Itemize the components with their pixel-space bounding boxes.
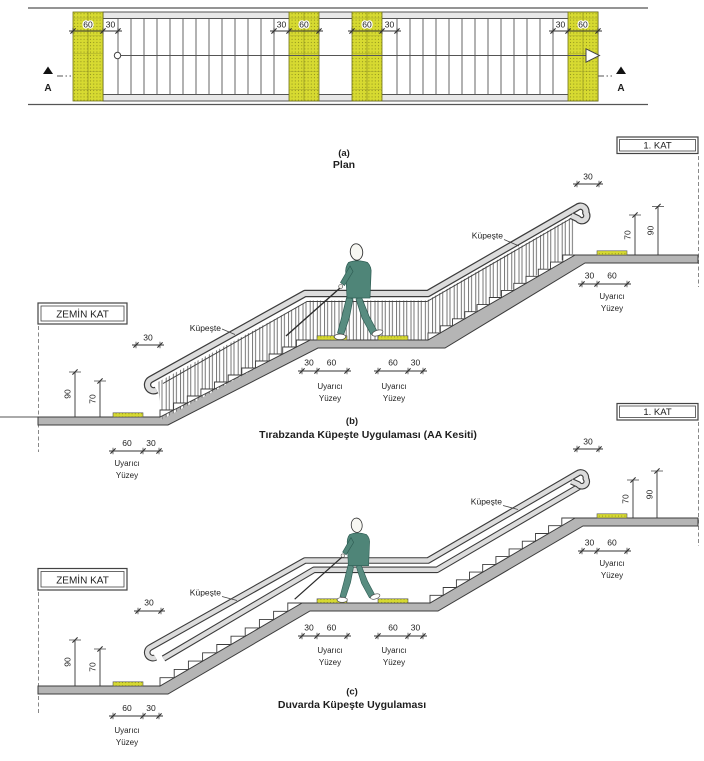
dim-label: 30 [276,19,287,30]
dim-label: 60 [122,703,132,713]
plan-caption-letter: (a) [338,148,350,159]
person-hand [339,285,343,289]
dim-label: 90 [62,389,73,399]
handrail-callout-1 [190,588,237,601]
warning-surface-landing-right [378,599,408,603]
handrail-label: Küpeşte [471,230,503,241]
warning-label: Uyarıcı [599,292,625,301]
dim-label: 60 [607,270,617,281]
warning-caption-ground [114,726,139,747]
dim-label: 30 [384,19,395,30]
dim-landing-left [298,368,351,374]
handrail-label: Küpeşte [189,323,221,333]
warning-label: Uyarıcı [114,459,140,468]
section-marker-a-left [43,67,71,95]
warning-caption-landing-right [381,646,406,667]
dim-label: 90 [645,225,656,236]
warning-label: Uyarıcı [317,646,343,655]
warning-caption-landing-right [381,382,406,403]
ground-floor-tag-c [38,569,127,591]
warning-label: Yüzey [600,571,624,580]
dim-label: 60 [388,357,398,368]
dim-label: 30 [583,171,593,182]
dim-label: 70 [87,394,98,404]
dim-label: 70 [622,230,633,240]
section-b [0,137,699,480]
dim-upper [578,548,631,554]
dim-landing-left [298,633,351,639]
warning-surface-upper [597,251,627,255]
dim-landing-right [374,633,427,639]
stair-stringer-bottom [103,95,598,102]
warning-surface-landing-right [378,336,408,340]
first-floor-label: 1. KAT [643,407,672,418]
dim-label: 60 [607,537,617,548]
plan-view [28,8,648,171]
first-floor-tag-b [617,137,698,154]
dim-rail-ext-top [573,181,603,187]
dim-label: 30 [583,436,593,447]
section-marker-a-right [598,67,626,95]
ground-floor-tag-b [38,303,127,324]
warning-label: Uyarıcı [317,382,343,391]
dim-landing-right [374,368,427,374]
dim-label: 30 [304,622,314,633]
warning-label: Uyarıcı [114,726,140,735]
dim-label: 60 [83,19,93,30]
dim-label: 30 [146,438,156,448]
section-marker-label: A [617,83,625,94]
dim-label: 30 [410,622,421,633]
warning-caption-upper [599,559,624,580]
warning-label: Yüzey [382,394,406,403]
warning-surface-ground [113,413,143,417]
dim-rail-ext-bottom [132,342,164,348]
dim-upper [578,281,631,287]
warning-caption-landing-left [317,646,342,667]
first-floor-label: 1. KAT [643,140,672,152]
dim-rail-ext-bottom [134,608,165,614]
first-floor-tag-c [617,404,698,421]
dim-label: 30 [410,357,421,368]
plan-caption: Plan [332,159,356,171]
handrail-callout-2 [471,497,518,510]
warning-caption-ground [114,459,139,480]
ground-floor-label: ZEMİN KAT [56,309,109,321]
dim-label: 30 [304,357,314,368]
dim-label: 60 [388,622,398,633]
warning-label: Yüzey [318,658,342,667]
warning-caption-landing-left [317,382,342,403]
tread-lines-flight2 [397,19,553,95]
ground-floor-label: ZEMİN KAT [56,575,109,587]
section-b-caption-letter: (b) [345,416,359,427]
warning-caption-upper [599,292,624,313]
dim-label: 30 [146,703,156,713]
dim-label: 30 [105,19,116,30]
stair-stringer-top [103,12,598,19]
dim-label: 60 [326,357,337,368]
warning-label: Uyarıcı [381,646,407,655]
dim-label: 60 [362,19,372,30]
dim-label: 90 [644,489,655,500]
warning-label: Uyarıcı [599,559,625,568]
dim-label: 70 [87,662,98,672]
dim-ground [109,713,163,719]
person-head [349,243,363,261]
section-c-caption: Duvarda Küpeşte Uygulaması [277,699,427,711]
warning-label: Yüzey [115,738,139,747]
warning-label: Yüzey [382,658,406,667]
section-marker-label: A [44,83,52,94]
section-c [38,404,699,748]
handrail-label: Küpeşte [470,496,502,507]
dim-label: 60 [122,438,132,448]
arrow-start-circle [114,52,120,58]
dim-label: 60 [299,19,309,30]
dim-label: 30 [584,537,595,548]
section-b-caption: Tırabzanda Küpeşte Uygulaması (AA Kesiti) [259,429,477,441]
dim-label: 30 [555,19,566,30]
dim-label: 70 [620,494,631,504]
dim-label: 90 [62,657,73,667]
warning-label: Uyarıcı [381,382,407,391]
dim-label: 30 [144,597,154,608]
tread-lines-flight1 [118,19,274,95]
person-front-shoe [334,334,346,340]
dim-label: 30 [584,270,595,281]
dim-rail-ext-top [573,446,603,452]
warning-label: Yüzey [600,304,624,313]
dim-label: 60 [578,19,588,30]
warning-label: Yüzey [115,471,139,480]
warning-surface-ground [113,682,143,686]
dim-label: 30 [143,332,153,343]
section-c-caption-letter: (c) [346,686,358,698]
dim-label: 60 [326,622,337,633]
dim-ground [109,448,163,454]
warning-surface-upper [597,514,627,518]
handrail-label: Küpeşte [189,587,221,598]
warning-label: Yüzey [318,394,342,403]
